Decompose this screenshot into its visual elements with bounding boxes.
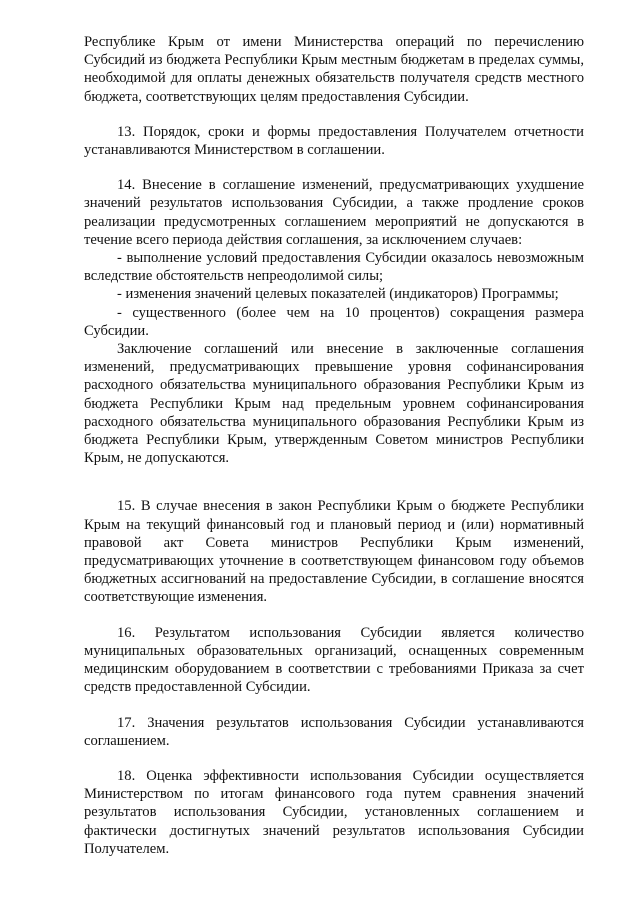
paragraph-14: 14. Внесение в соглашение изменений, предусматривающих ухудшение значений результатов использования Субсидии, а также продление сроков реализации предусмотренных соглашением мероприятий не допускаются в течение всего периода действия соглашения, за исключением случаев: xyxy=(84,177,584,248)
paragraph-16: 16. Результатом использования Субсидии является количество муниципальных образовательных организаций, оснащенных современным медицинским оборудованием в соответствии с требованиями Приказа за счет средств предоставленной Субсидии. xyxy=(84,624,584,696)
list-item-subsidy-reduction: - существенного (более чем на 10 процентов) сокращения размера Субсидии. xyxy=(84,304,584,339)
paragraph-18: 18. Оценка эффективности использования Субсидии осуществляется Министерством по итогам финансового года путем сравнения значений результатов использования Субсидии, установленных соглашением и фактически достигнутых значений результатов использования Субсидии Получателем. xyxy=(84,767,584,857)
list-item-program-indicators: - изменения значений целевых показателей (индикаторов) Программы; xyxy=(117,286,559,303)
paragraph-15: 15. В случае внесения в закон Республики Крым о бюджете Республики Крым на текущий финансовый год и плановый период и (или) нормативный правовой акт Совета министров Республики Крым изменений, предусматривающих уточнение в соответствующем финансовом году объемов бюджетных ассигнований на предоставление Субсидии, в соглашение вносятся соответствующие изменения. xyxy=(84,498,584,606)
paragraph-13: 13. Порядок, сроки и формы предоставления Получателем отчетности устанавливаются Министерством в соглашении. xyxy=(84,123,584,159)
list-item-force-majeure: - выполнение условий предоставления Субсидии оказалось невозможным вследствие обстоятельств непреодолимой силы; xyxy=(84,250,584,285)
document-page xyxy=(84,33,584,858)
paragraph-cofinancing: Заключение соглашений или внесение в заключенные соглашения изменений, предусматривающих превышение уровня софинансирования расходного обязательства муниципального образования Республики Крым из бюджета Республики Крым над предельным уровнем софинансирования расходного обязательства муниципального образования Республики Крым из бюджета Республики Крым, утвержденным Советом министров Республики Крым, не допускаются. xyxy=(84,341,584,467)
paragraph-17: 17. Значения результатов использования Субсидии устанавливаются соглашением. xyxy=(84,714,584,749)
paragraph-continuation: Республике Крым от имени Министерства операций по перечислению Субсидий из бюджета Республики Крым местным бюджетам в пределах суммы, необходимой для оплаты денежных обязательств получателя средств местного бюджета, соответствующих целям предоставления Субсидии. xyxy=(84,34,584,105)
